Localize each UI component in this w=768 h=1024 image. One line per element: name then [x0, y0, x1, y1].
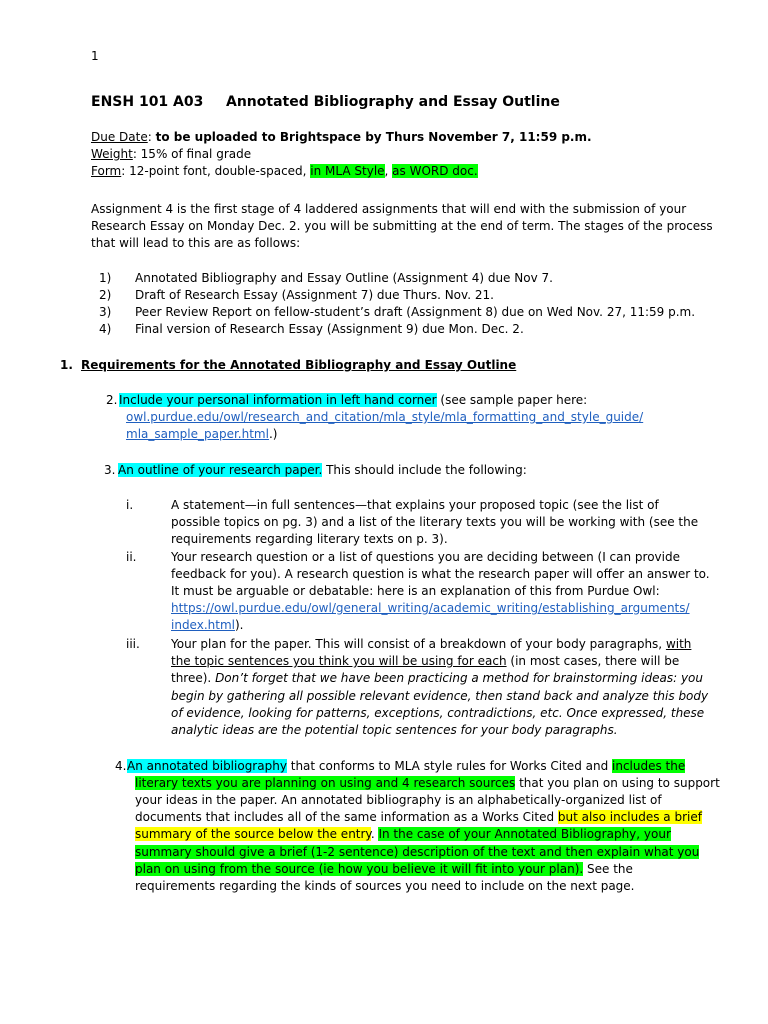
item-number: 3. [104, 463, 116, 477]
subitem-line: of evidence, looking for patterns, exceptions, contradictions, etc. Once expressed, these [171, 706, 705, 720]
purdue-owl-link-part[interactable]: index.html [171, 618, 235, 632]
subitem-line: It must be arguable or debatable: here is an explanation of this from Purdue Owl: [171, 584, 660, 598]
subitem-number: iii. [126, 637, 140, 651]
intro-line: that will lead to this are as follows: [91, 236, 301, 250]
purdue-owl-link-end: index.html). [171, 618, 244, 632]
subitem-line: analytic ideas are the potential topic sentences for your body paragraphs. [171, 723, 618, 737]
item-number: 4. [115, 759, 127, 773]
item4-line: An annotated bibliography that conforms to MLA style rules for Works Cited and includes the [127, 759, 686, 773]
due-date-line: Due Date: to be uploaded to Brightspace by Thurs November 7, 11:59 p.m. [91, 130, 592, 144]
section-heading: Requirements for the Annotated Bibliography and Essay Outline [81, 358, 517, 372]
weight-label: Weight [91, 147, 133, 161]
form-value: : 12-point font, double-spaced, [121, 164, 311, 178]
subitem-line: Your research question or a list of questions you are deciding between (I can provide [171, 550, 680, 564]
due-value: to be uploaded to Brightspace by Thurs November 7, 11:59 p.m. [155, 130, 592, 144]
subitem-line: feedback for you). A research question is what the research paper will offer an answer to. [171, 567, 710, 581]
intro-line: Assignment 4 is the first stage of 4 laddered assignments that will end with the submission of your [91, 202, 687, 216]
form-line: Form: 12-point font, double-spaced, in MLA Style, as WORD doc. [91, 164, 478, 178]
subitem-line: Your plan for the paper. This will consist of a breakdown of your body paragraphs, with [171, 637, 692, 651]
subitem-line: requirements regarding literary texts on p. 3). [171, 532, 448, 546]
subitem-line: begin by gathering all possible relevant evidence, then stand back and analyze this body [171, 689, 709, 703]
purdue-owl-link[interactable]: https://owl.purdue.edu/owl/general_writing/academic_writing/establishing_arguments/ [171, 601, 690, 615]
item2-line: Include your personal information in left hand corner (see sample paper here: [119, 393, 588, 407]
item4-line: documents that includes all of the same information as a Works Cited but also includes a brief [135, 810, 702, 824]
item4-line: plan on using from the source (ie how you believe it will fit into your plan). See the [135, 862, 633, 876]
stage-num: 4) [99, 322, 112, 336]
intro-line: Research Essay on Monday Dec. 2. you will be submitting at the end of term. The stages of the process [91, 219, 713, 233]
item3-highlight: An outline of your research paper. [118, 463, 323, 477]
subitem-number: i. [126, 498, 134, 512]
form-highlight-mla: in MLA Style [310, 164, 385, 178]
item2-highlight: Include your personal information in left hand corner [119, 393, 437, 407]
subitem-number: ii. [126, 550, 137, 564]
subitem-line: possible topics on pg. 3) and a list of the literary texts you will be working with (see the [171, 515, 699, 529]
subitem-line: three). Don’t forget that we have been practicing a method for brainstorming ideas: you [171, 671, 703, 685]
section-number: 1. [60, 358, 73, 372]
subitem-line: A statement—in full sentences—that explains your proposed topic (see the list of [171, 498, 659, 512]
item-number: 2. [106, 393, 118, 407]
stage-num: 2) [99, 288, 112, 302]
item4-line: summary of the source below the entry. In the case of your Annotated Bibliography, your [135, 827, 671, 841]
stage-text: Peer Review Report on fellow-student’s draft (Assignment 8) due on Wed Nov. 27, 11:59 p.m. [135, 305, 696, 319]
sample-paper-link[interactable]: owl.purdue.edu/owl/research_and_citation/mla_style/mla_formatting_and_style_guide/ [126, 410, 644, 424]
item3-line: An outline of your research paper. This should include the following: [118, 463, 527, 477]
page-number: 1 [91, 49, 99, 63]
weight-value: : 15% of final grade [132, 147, 252, 161]
item4-highlight-cyan: An annotated bibliography [127, 759, 287, 773]
course-code: ENSH 101 A03 [91, 94, 204, 110]
stage-text: Draft of Research Essay (Assignment 7) due Thurs. Nov. 21. [135, 288, 494, 302]
subitem-line: the topic sentences you think you will be using for each (in most cases, there will be [171, 654, 680, 668]
stage-text: Final version of Research Essay (Assignment 9) due Mon. Dec. 2. [135, 322, 524, 336]
stage-num: 1) [99, 271, 112, 285]
sample-paper-link-end: mla_sample_paper.html.) [126, 427, 278, 441]
weight-line [91, 146, 251, 164]
item4-line: your ideas in the paper. An annotated bibliography is an alphabetically-organized list of [135, 793, 662, 807]
sample-paper-link-part[interactable]: mla_sample_paper.html [126, 427, 269, 441]
form-label: Form [91, 164, 122, 178]
stage-text: Annotated Bibliography and Essay Outline (Assignment 4) due Nov 7. [135, 271, 553, 285]
page-title: Annotated Bibliography and Essay Outline [226, 94, 560, 110]
stage-num: 3) [99, 305, 112, 319]
form-highlight-word: as WORD doc. [392, 164, 478, 178]
item4-line: requirements regarding the kinds of sources you need to include on the next page. [135, 879, 635, 893]
due-label: Due Date [91, 130, 148, 144]
item4-line: literary texts you are planning on using and 4 research sources that you plan on using to support [135, 776, 720, 790]
item4-line: summary should give a brief (1-2 sentence) description of the text and then explain what you [135, 845, 700, 859]
